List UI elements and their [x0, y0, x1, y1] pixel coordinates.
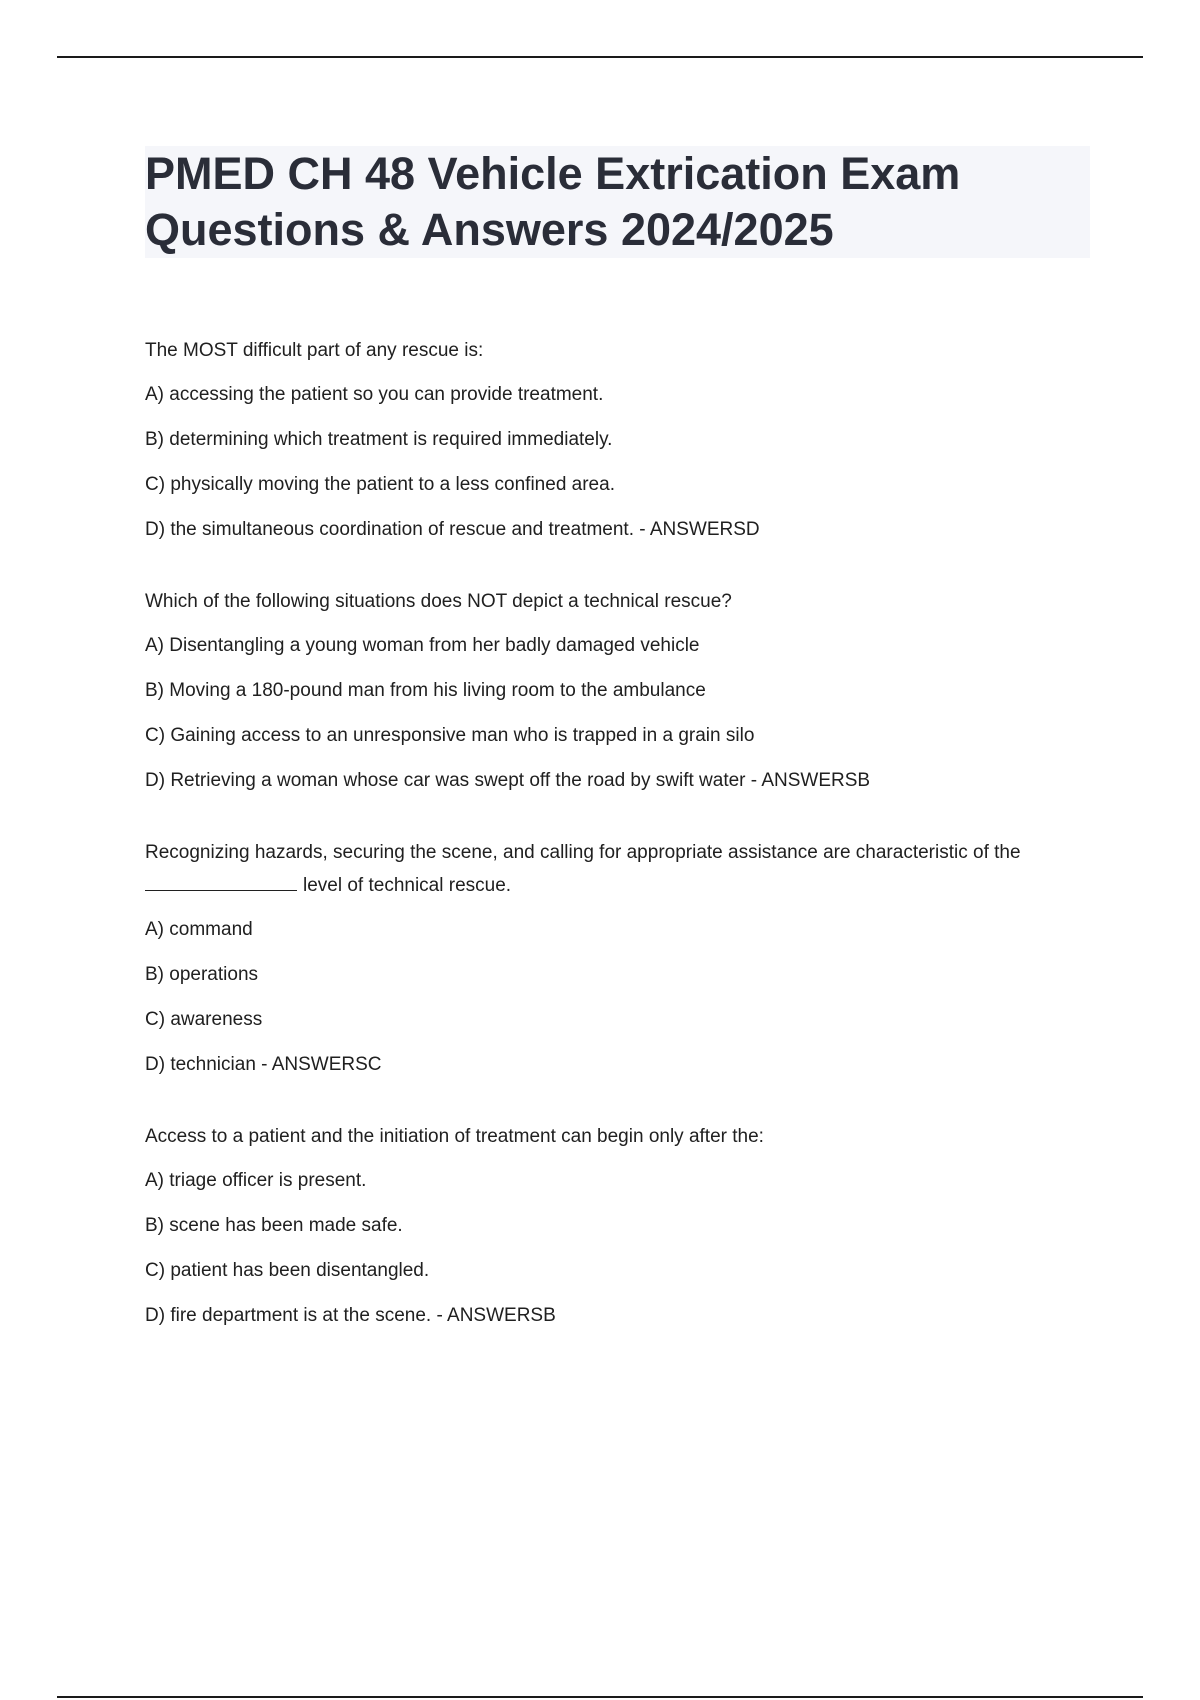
- option-c: C) awareness: [145, 1009, 263, 1030]
- document-body: [145, 146, 1090, 1373]
- option-d: D) fire department is at the scene. - ANSWERSB: [145, 1305, 556, 1326]
- bottom-rule: [57, 1696, 1143, 1698]
- question-text: Access to a patient and the initiation of treatment can begin only after the:: [145, 1126, 764, 1147]
- option-c: C) physically moving the patient to a less confined area.: [145, 474, 615, 495]
- option-a: A) Disentangling a young woman from her badly damaged vehicle: [145, 635, 700, 656]
- option-b: B) scene has been made safe.: [145, 1215, 403, 1236]
- top-rule: [57, 56, 1143, 58]
- question-1: [145, 336, 1090, 545]
- question-3: [145, 838, 1090, 1080]
- fill-in-blank: [145, 868, 297, 891]
- title-block: [145, 146, 1090, 258]
- option-a: A) command: [145, 919, 253, 940]
- option-c: C) patient has been disentangled.: [145, 1260, 430, 1281]
- option-b: B) operations: [145, 964, 259, 985]
- option-b: B) Moving a 180-pound man from his living room to the ambulance: [145, 680, 706, 701]
- option-c: C) Gaining access to an unresponsive man who is trapped in a grain silo: [145, 725, 755, 746]
- option-b: B) determining which treatment is required immediately.: [145, 429, 613, 450]
- question-text: The MOST difficult part of any rescue is:: [145, 340, 484, 361]
- option-d: D) the simultaneous coordination of rescue and treatment. - ANSWERSD: [145, 519, 760, 540]
- question-2: [145, 587, 1090, 796]
- question-4: [145, 1122, 1090, 1331]
- question-text: [145, 838, 1090, 901]
- option-a: A) triage officer is present.: [145, 1170, 367, 1191]
- question-text: Which of the following situations does NOT depict a technical rescue?: [145, 591, 732, 612]
- option-d: D) technician - ANSWERSC: [145, 1054, 382, 1075]
- question-text-part2: level of technical rescue.: [303, 875, 512, 896]
- option-d: D) Retrieving a woman whose car was swept off the road by swift water - ANSWERSB: [145, 770, 871, 791]
- document-title: PMED CH 48 Vehicle Extrication Exam Questions & Answers 2024/2025: [145, 148, 961, 255]
- option-a: A) accessing the patient so you can provide treatment.: [145, 384, 604, 405]
- question-text-part1: Recognizing hazards, securing the scene, and calling for appropriate assistance are characteristic of the: [145, 842, 1021, 863]
